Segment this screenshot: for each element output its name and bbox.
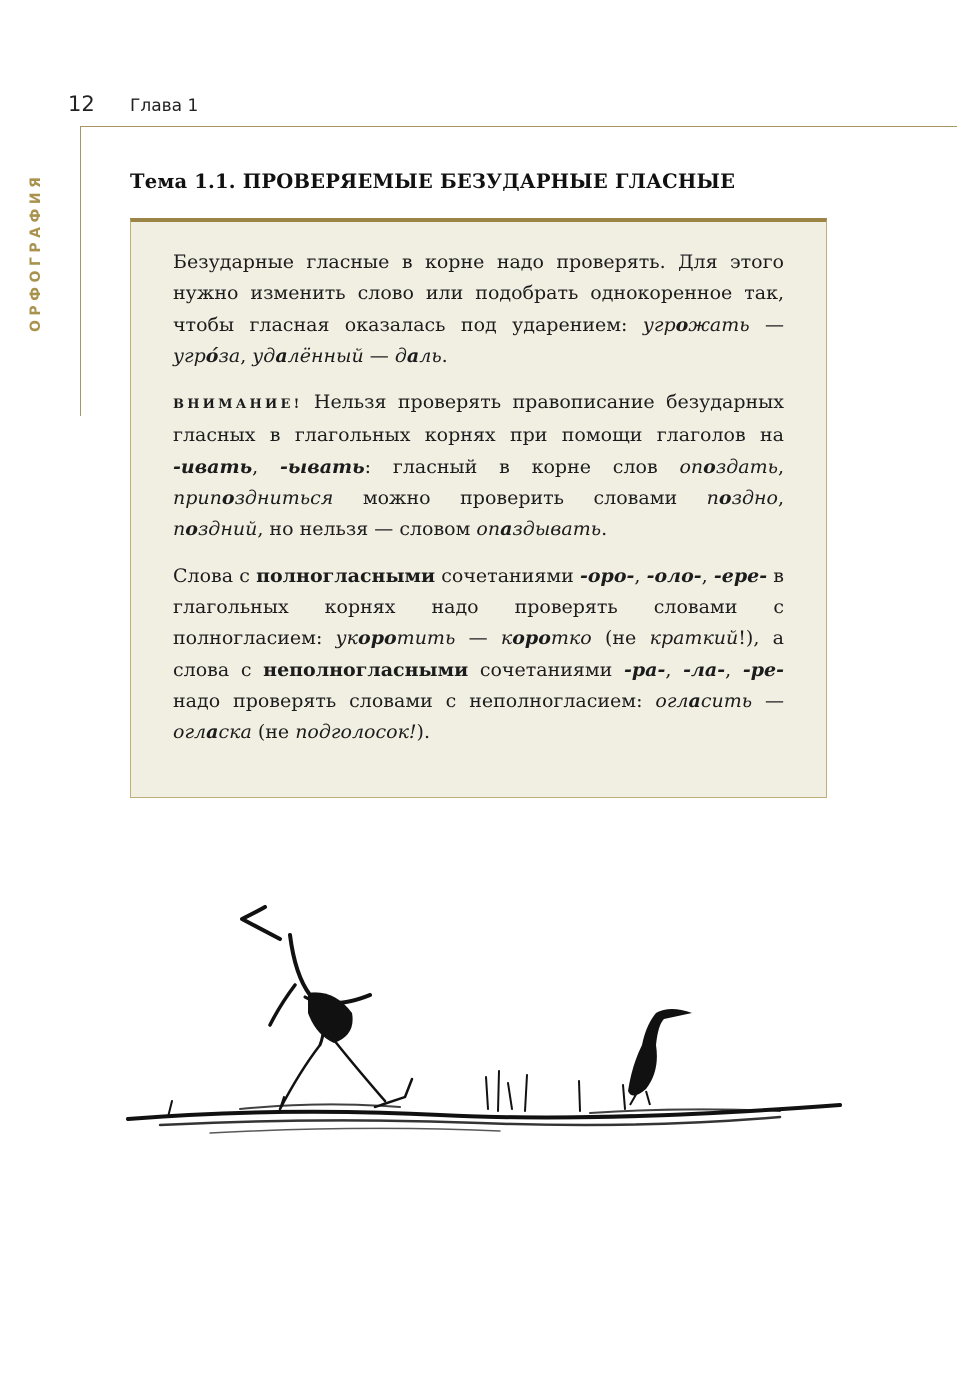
text-run: огл bbox=[655, 689, 689, 712]
page-number: 12 bbox=[68, 92, 95, 116]
rule-box bbox=[130, 218, 827, 798]
text-run: огл bbox=[173, 721, 207, 744]
text-run: прип bbox=[173, 487, 222, 510]
text-run: а bbox=[500, 518, 513, 541]
text-run: п bbox=[706, 487, 719, 510]
text-run: уд bbox=[252, 344, 276, 367]
text-run: ук bbox=[335, 627, 359, 650]
rule-paragraph-2: ВНИМАНИЕ! Нельзя проверять правописание безударных гласных в глагольных корнях при помощи глаголов на -ивать, -ывать: гласный в корне слов опоздать, припоздниться можно проверить словами поздно, поздний, но нельзя — словом опаздывать. bbox=[173, 391, 784, 541]
text-run: к bbox=[500, 627, 513, 650]
chapter-label: Глава 1 bbox=[130, 96, 199, 116]
crane-and-cormorant-illustration bbox=[120, 895, 850, 1155]
text-run: -ере- bbox=[713, 564, 768, 587]
text-run: сить bbox=[700, 689, 753, 712]
text-run: о bbox=[703, 455, 716, 478]
text-run: оро bbox=[512, 627, 551, 650]
rule-paragraph-1: Безударные гласные в корне надо проверять. Для этого нужно изменить слово или подобрать однокоренное так, чтобы гласная оказалась под ударением: угрожать — угро́за, удалённый — даль. bbox=[173, 251, 784, 367]
section-side-label: ОРФОГРАФИЯ bbox=[28, 172, 44, 332]
text-run: а bbox=[275, 344, 288, 367]
text-run: ль bbox=[419, 344, 442, 367]
text-run: п bbox=[173, 518, 186, 541]
text-run: о bbox=[718, 487, 732, 510]
text-run: здний bbox=[197, 518, 258, 541]
topic-heading: Тема 1.1. ПРОВЕРЯЕМЫЕ БЕЗУДАРНЫЕ ГЛАСНЫЕ bbox=[130, 170, 736, 193]
text-run: -оло- bbox=[646, 564, 702, 587]
text-run: -оро- bbox=[579, 564, 635, 587]
text-run: -ивать bbox=[173, 455, 253, 478]
text-run: неполногласными bbox=[263, 658, 469, 681]
text-run: лённый bbox=[287, 344, 364, 367]
text-run: -ре- bbox=[742, 658, 784, 681]
text-run: -ра- bbox=[624, 658, 666, 681]
text-run: д bbox=[394, 344, 407, 367]
text-run: ска bbox=[218, 721, 252, 744]
text-run: а bbox=[406, 344, 420, 367]
margin-rule bbox=[80, 126, 81, 416]
text-run: жать bbox=[688, 313, 750, 336]
rule-paragraph-3: Слова с полногласными сочетаниями -оро-, -оло-, -ере- в глагольных корнях надо проверять словами с полногласием: укоротить — коротко (не краткий!), а слова с неполногласными сочетаниями -ра-, -ла-, -ре- надо проверять словами с неполногласием: огласить — огласка (не подголосок!). bbox=[173, 564, 784, 744]
text-run: а bbox=[206, 721, 219, 744]
text-run: -ывать bbox=[280, 455, 365, 478]
text-run: угр bbox=[642, 313, 676, 336]
text-run: о́ bbox=[205, 344, 219, 367]
text-run: тить bbox=[396, 627, 456, 650]
text-run: здниться bbox=[234, 487, 334, 510]
header-rule bbox=[80, 126, 957, 127]
text-run: о bbox=[185, 518, 198, 541]
text-run: подголосок! bbox=[295, 721, 417, 744]
text-run: краткий bbox=[649, 627, 739, 650]
text-run: полногласными bbox=[256, 564, 436, 587]
text-run: за bbox=[218, 344, 241, 367]
text-run: тко bbox=[550, 627, 592, 650]
text-run: оп bbox=[476, 518, 501, 541]
text-run: здно bbox=[731, 487, 778, 510]
text-run: оп bbox=[679, 455, 704, 478]
text-run: угр bbox=[173, 344, 206, 367]
attention-label: ВНИМАНИЕ! bbox=[173, 397, 303, 413]
text-run: -ла- bbox=[683, 658, 726, 681]
text-run: здать bbox=[715, 455, 778, 478]
text-run: о bbox=[221, 487, 235, 510]
text-run: оро bbox=[358, 627, 397, 650]
text-run: здывать bbox=[512, 518, 602, 541]
text-run: о bbox=[675, 313, 689, 336]
text-run: а bbox=[688, 689, 701, 712]
